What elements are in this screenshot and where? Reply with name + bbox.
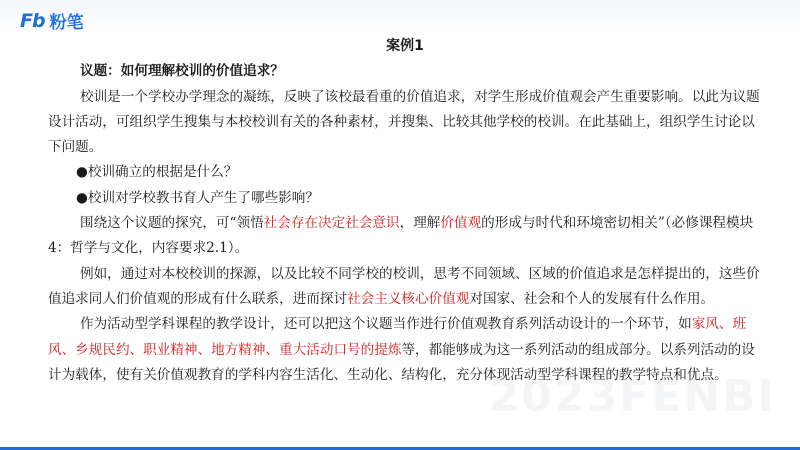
paragraph-2-text-1: 围绕这个议题的探究，可“领悟 xyxy=(80,215,264,232)
topic-label: 议题：如何理解校训的价值追求？ xyxy=(80,63,284,80)
paragraph-3 xyxy=(48,262,762,313)
brand-logo xyxy=(20,8,84,33)
paragraph-4-text-1: 作为活动型学科课程的教学设计，还可以把这个议题当作进行价值观教育系列活动设计的一个环节，如 xyxy=(80,316,692,333)
watermark: 2023FENBI xyxy=(488,371,776,422)
paragraph-1: 校训是一个学校办学理念的凝练，反映了该校最看重的价值追求，对学生形成价值观会产生重要影响。以此为议题设计活动，可组织学生搜集与本校校训有关的各种素材，并搜集、比较其他学校的校训。在此基础上，组织学生讨论以下问题。 xyxy=(48,88,760,156)
brand-name: 粉笔 xyxy=(49,13,84,33)
brand-mark: Fb xyxy=(20,9,45,32)
case-content xyxy=(48,34,762,388)
paragraph-2-text-2: ，理解 xyxy=(399,215,441,232)
paragraph-2-highlight-2: 价值观 xyxy=(440,215,482,232)
paragraph-3-text-1: 例如，通过对本校校训的探源，以及比较不同学校的校训，思考不同领域、区域的价值追求是怎样提出的，这些价值追求同人们价值观的形成有什么联系，进而探讨 xyxy=(48,265,760,307)
bullet-1: ●校训确立的根据是什么？ xyxy=(76,164,238,181)
paragraph-4-text-2: 等，都能够成为这一系列活动的组成部分。以系列活动的设计为载体，使有关价值观教育的学科内容生活化、生动化、结构化，充分体现活动型学科课程的教学特点和优点。 xyxy=(48,341,755,383)
paragraph-2 xyxy=(48,211,762,262)
paragraph-3-highlight-1: 社会主义核心价值观 xyxy=(347,290,470,307)
bullet-2: ●校训对学校教书育人产生了哪些影响？ xyxy=(76,189,319,206)
paragraph-4-highlight-1: 家风、班风、乡规民约、职业精神、地方精神、重大活动口号的提炼 xyxy=(48,316,747,358)
paragraph-4 xyxy=(48,312,762,388)
paragraph-2-text-3: 的形成与时代和环境密切相关”（必修课程模块4：哲学与文化，内容要求2.1）。 xyxy=(48,215,754,257)
paragraph-3-text-2: 对国家、社会和个人的发展有什么作用。 xyxy=(469,290,715,307)
case-title: 案例1 xyxy=(386,38,424,54)
paragraph-2-highlight-1: 社会存在决定社会意识 xyxy=(263,215,400,232)
